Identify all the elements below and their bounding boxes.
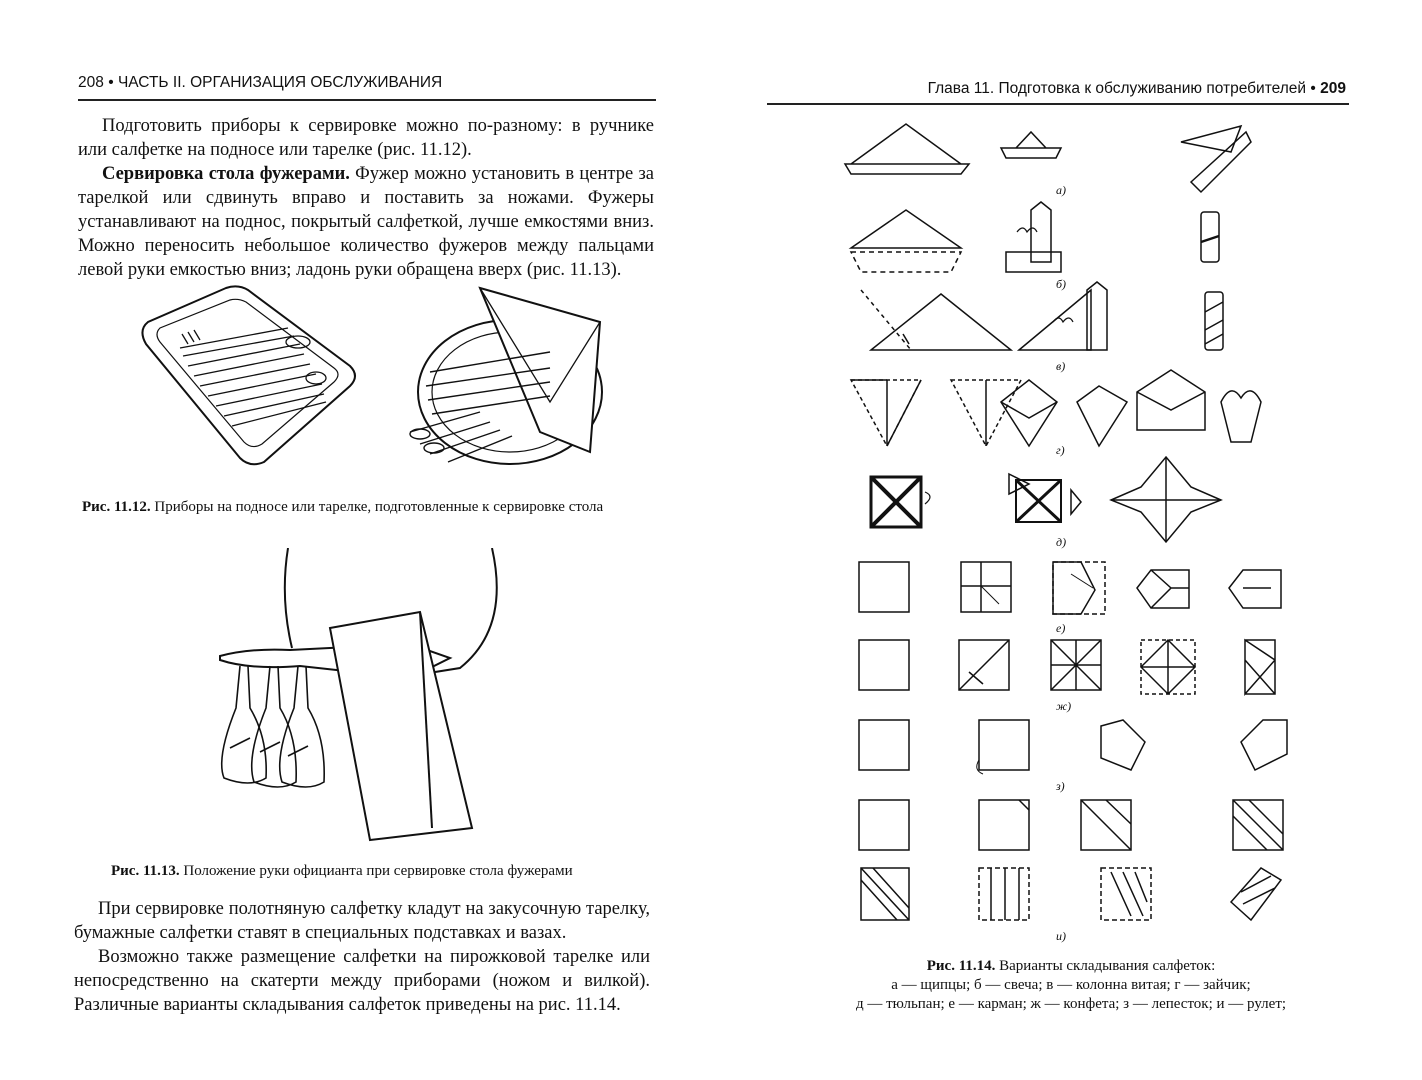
header-rule (78, 99, 656, 101)
sublabel-g: г) (1056, 443, 1065, 457)
waiter-hand-glasses-illustration (210, 548, 510, 848)
sublabel-v: в) (1056, 359, 1066, 373)
caption-title: Варианты складывания салфеток: (995, 958, 1216, 974)
intro-text-block (78, 114, 654, 282)
header-rule (767, 103, 1349, 105)
page-number: 209 (1320, 80, 1346, 97)
sublabel-a: а) (1056, 183, 1066, 197)
caption-title-line (791, 957, 1351, 976)
figure-11-13-caption (111, 862, 671, 881)
closing-text-block (74, 897, 650, 1017)
sublabel-e: е) (1056, 621, 1066, 635)
caption-label: Рис. 11.12. (82, 499, 151, 515)
caption-label: Рис. 11.13. (111, 863, 180, 879)
plate-napkin-illustration (400, 282, 620, 472)
header-bullet: • (1310, 80, 1316, 97)
running-header-right (928, 80, 1346, 98)
sublabel-i: и) (1056, 929, 1066, 943)
sublabel-zh: ж) (1056, 699, 1072, 713)
caption-legend-line: д — тюльпан; е — карман; ж — конфета; з — лепесток; и — рулет; (855, 996, 1287, 1012)
tray-cutlery-illustration (128, 282, 368, 472)
right-page (711, 0, 1422, 1080)
sublabel-d: д) (1056, 535, 1067, 549)
sublabel-b: б) (1056, 277, 1067, 291)
page-number: 208 (78, 74, 104, 91)
running-header-left (78, 74, 442, 92)
paragraph-heading: Сервировка стола фужерами. (102, 164, 350, 184)
figure-11-12-caption (82, 498, 682, 517)
sublabel-z: з) (1056, 779, 1065, 793)
paragraph-text: Фужер можно установить в центре за тарелкой или сдвинуть вправо и поставить за ножами. Фужеры устанавливают на поднос, покрытый салфеткой, лучше емкостями вниз. Можно переносить небольшое количество фужеров между пальцами левой руки емкостью вниз; ладонь руки обращена вверх (рис. 11.13). (78, 164, 654, 280)
section-title: ЧАСТЬ II. ОРГАНИЗАЦИЯ ОБСЛУЖИВАНИЯ (117, 74, 443, 91)
paragraph (78, 162, 654, 282)
paragraph: При сервировке полотняную салфетку кладут на закусочную тарелку, бумажные салфетки ставят в специальных подставках и вазах. (74, 899, 650, 943)
paragraph: Подготовить приборы к сервировке можно по-разному: в ручнике или салфетке на подносе или тарелке (рис. 11.12). (78, 116, 654, 160)
napkin-folding-diagram (831, 112, 1351, 952)
paragraph: Возможно также размещение салфетки на пирожковой тарелке или непосредственно на скатерти между приборами (ножом и вилкой). Различные варианты складывания салфеток приведены на рис. 11.14. (74, 947, 650, 1015)
header-bullet: • (108, 74, 114, 91)
caption-legend-line: а — щипцы; б — свеча; в — колонна витая; г — зайчик; (891, 977, 1251, 993)
chapter-title: Глава 11. Подготовка к обслуживанию потребителей (927, 80, 1307, 97)
caption-label: Рис. 11.14. (926, 958, 996, 974)
caption-text: Положение руки официанта при сервировке стола фужерами (179, 863, 573, 879)
figure-11-14-caption (791, 957, 1351, 1014)
caption-text: Приборы на подносе или тарелке, подготовленные к сервировке стола (150, 499, 604, 515)
